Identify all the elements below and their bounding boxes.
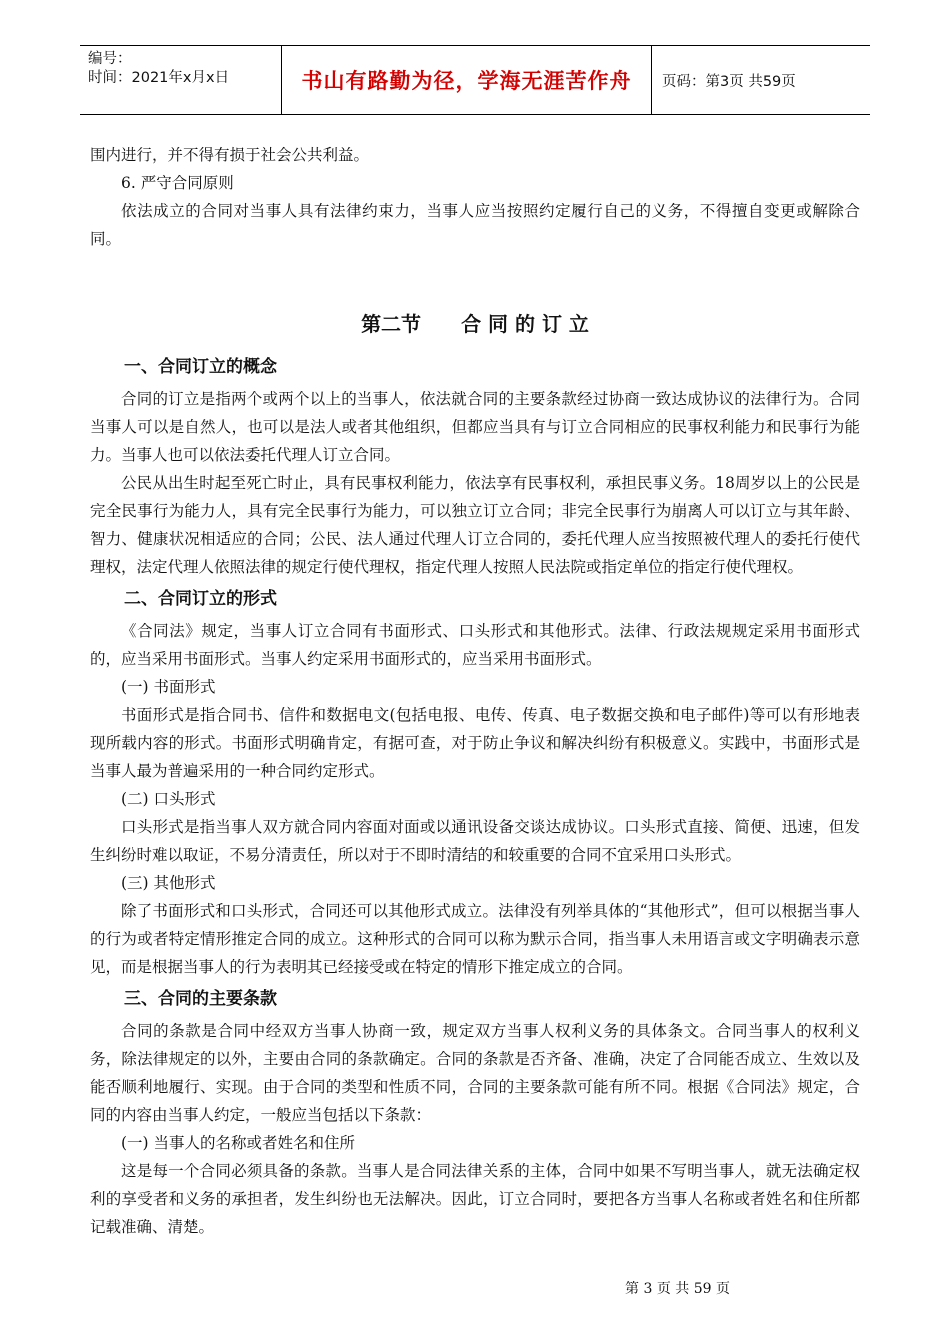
header-page-info: 页码：第3页 共59页 [662, 73, 796, 90]
section-title [90, 307, 860, 341]
paragraph: 依法成立的合同对当事人具有法律约束力，当事人应当按照约定履行自己的义务，不得擅自变更或解除合同。 [90, 202, 860, 248]
item-label: (三) 其他形式 [121, 874, 216, 892]
paragraph: 《合同法》规定，当事人订立合同有书面形式、口头形式和其他形式。法律、行政法规规定采用书面形式的，应当采用书面形式。当事人约定采用书面形式的，应当采用书面形式。 [90, 622, 860, 668]
page-footer: 第 3 页 共 59 页 [625, 1281, 730, 1297]
header-meta [80, 46, 282, 114]
paragraph: 这是每一个合同必须具备的条款。当事人是合同法律关系的主体，合同中如果不写明当事人，就无法确定权利的享受者和义务的承担者，发生纠纷也无法解决。因此，订立合同时，要把各方当事人名称或者姓名和住所都记载准确、清楚。 [90, 1162, 860, 1236]
paragraph: 合同的订立是指两个或两个以上的当事人，依法就合同的主要条款经过协商一致达成协议的法律行为。合同当事人可以是自然人，也可以是法人或者其他组织，但都应当具有与订立合同相应的民事权利能力和民事行为能力。当事人也可以依法委托代理人订立合同。 [90, 390, 860, 464]
paragraph: 6. 严守合同原则 [121, 174, 234, 192]
header-slogan: 书山有路勤为径，学海无涯苦作舟 [282, 46, 652, 114]
code-label: 编号： [88, 51, 132, 67]
item-label: (一) 书面形式 [121, 678, 216, 696]
section-name: 合 同 的 订 立 [461, 312, 589, 336]
time-label: 时间：2021年x月x日 [88, 70, 230, 86]
paragraph: 公民从出生时起至死亡时止，具有民事权利能力，依法享有民事权利，承担民事义务。18周岁以上的公民是完全民事行为能力人，具有完全民事行为能力，可以独立订立合同；非完全民事行为崩离人可以订立与其年龄、智力、健康状况相适应的合同；公民、法人通过代理人订立合同的，委托代理人应当按照被代理人的委托行使代理权，法定代理人依照法律的规定行使代理权，指定代理人按照人民法院或指定单位的指定行使代理权。 [90, 474, 860, 576]
paragraph: 围内进行，并不得有损于社会公共利益。 [90, 146, 370, 164]
heading-part3: 三、合同的主要条款 [124, 989, 277, 1009]
paragraph: 口头形式是指当事人双方就合同内容面对面或以通讯设备交谈达成协议。口头形式直接、简便、迅速，但发生纠纷时难以取证，不易分清责任，所以对于不即时清结的和较重要的合同不宜采用口头形式。 [90, 818, 860, 864]
header-table [80, 45, 870, 115]
document-body [90, 141, 860, 1241]
item-label: (一) 当事人的名称或者姓名和住所 [121, 1134, 356, 1152]
heading-part1: 一、合同订立的概念 [124, 357, 277, 377]
paragraph: 书面形式是指合同书、信件和数据电文(包括电报、电传、传真、电子数据交换和电子邮件)等可以有形地表现所载内容的形式。书面形式明确肯定，有据可查，对于防止争议和解决纠纷有积极意义。实践中，书面形式是当事人最为普遍采用的一种合同约定形式。 [90, 706, 860, 780]
paragraph: 除了书面形式和口头形式，合同还可以其他形式成立。法律没有列举具体的“其他形式”，但可以根据当事人的行为或者特定情形推定合同的成立。这种形式的合同可以称为默示合同，指当事人未用语言或文字明确表示意见，而是根据当事人的行为表明其已经接受或在特定的情形下推定成立的合同。 [90, 902, 860, 976]
section-number: 第二节 [361, 312, 422, 336]
item-label: (二) 口头形式 [121, 790, 216, 808]
paragraph: 合同的条款是合同中经双方当事人协商一致，规定双方当事人权利义务的具体条文。合同当事人的权利义务，除法律规定的以外，主要由合同的条款确定。合同的条款是否齐备、准确，决定了合同能否成立、生效以及能否顺利地履行、实现。由于合同的类型和性质不同，合同的主要条款可能有所不同。根据《合同法》规定，合同的内容由当事人约定，一般应当包括以下条款： [90, 1022, 860, 1124]
heading-part2: 二、合同订立的形式 [124, 589, 277, 609]
